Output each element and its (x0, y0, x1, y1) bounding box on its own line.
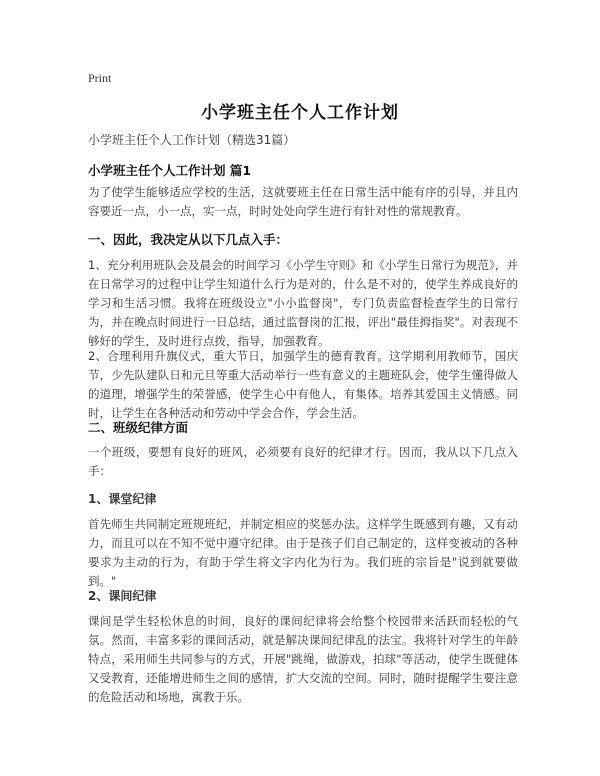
section-title-1: 一、因此，我决定从以下几点入手： (88, 232, 289, 247)
section-title-2: 二、班级纪律方面 (88, 420, 189, 435)
paragraph-point-1: 1、充分利用班队会及晨会的时间学习《小学生守则》和《小学生日常行为规范》，并在日常学习的过程中让学生知道什么行为是对的，什么是不对的，使学生养成良好的学习和生活习惯。我将在班级设立"小小监督岗"，专门负责监督检查学生的日常行为，并在晚点时间进行一日总结，通过监督岗的汇报，评出"最佳拇指奖"。对表现不够好的学生，及时进行点拨，指导，加强教育。 (88, 258, 518, 348)
item2-paragraph: 课间是学生轻松休息的时间，良好的课间纪律将会给整个校园带来活跃而轻松的气氛。然而，丰富多彩的课间活动，就是解决课间纪律乱的法宝。我将针对学生的年龄特点，采用师生共同参与的方式，开展"跳绳，做游戏，拍球"等活动，使学生既健体又受教育，还能增进师生之间的感情，扩大交流的空间。同时，随时提醒学生要注意的危险活动和场地，寓教于乐。 (88, 614, 518, 704)
print-link[interactable]: Print (88, 71, 112, 85)
chapter-title: 小学班主任个人工作计划 篇1 (88, 163, 252, 178)
subtitle: 小学班主任个人工作计划（精选31篇） (88, 133, 296, 147)
item-title-2: 2、课间纪律 (88, 589, 157, 603)
item-title-1: 1、课堂纪律 (88, 492, 157, 506)
intro-paragraph: 为了使学生能够适应学校的生活，这就要班主任在日常生活中能有序的引导，并且内容要近一点，小一点，实一点，时时处处向学生进行有针对性的常规教育。 (88, 185, 518, 218)
page-title: 小学班主任个人工作计划 (201, 103, 399, 123)
section2-intro-paragraph: 一个班级，要想有良好的班风，必须要有良好的纪律才行。因而，我从以下几点入手： (88, 445, 518, 478)
paragraph-point-2: 2、合理利用升旗仪式，重大节日，加强学生的德育教育。这学期利用教师节，国庆节，少先队建队日和元旦等重大活动举行一些有意义的主题班队会，使学生懂得做人的道理，增强学生的荣誉感，使学生心中有他人，有集体。培养其爱国主义情感。同时，让学生在各种活动和劳动中学会合作，学会生活。 (88, 349, 518, 420)
item1-paragraph: 首先师生共同制定班规班纪，并制定相应的奖惩办法。这样学生既感到有趣，又有动力，而且可以在不知不觉中遵守纪律。由于是孩子们自己制定的，这样变被动的各种要求为主动的行为，有助于学生将文字内化为行为。我们班的宗旨是"说到就要做到。" (88, 517, 518, 588)
